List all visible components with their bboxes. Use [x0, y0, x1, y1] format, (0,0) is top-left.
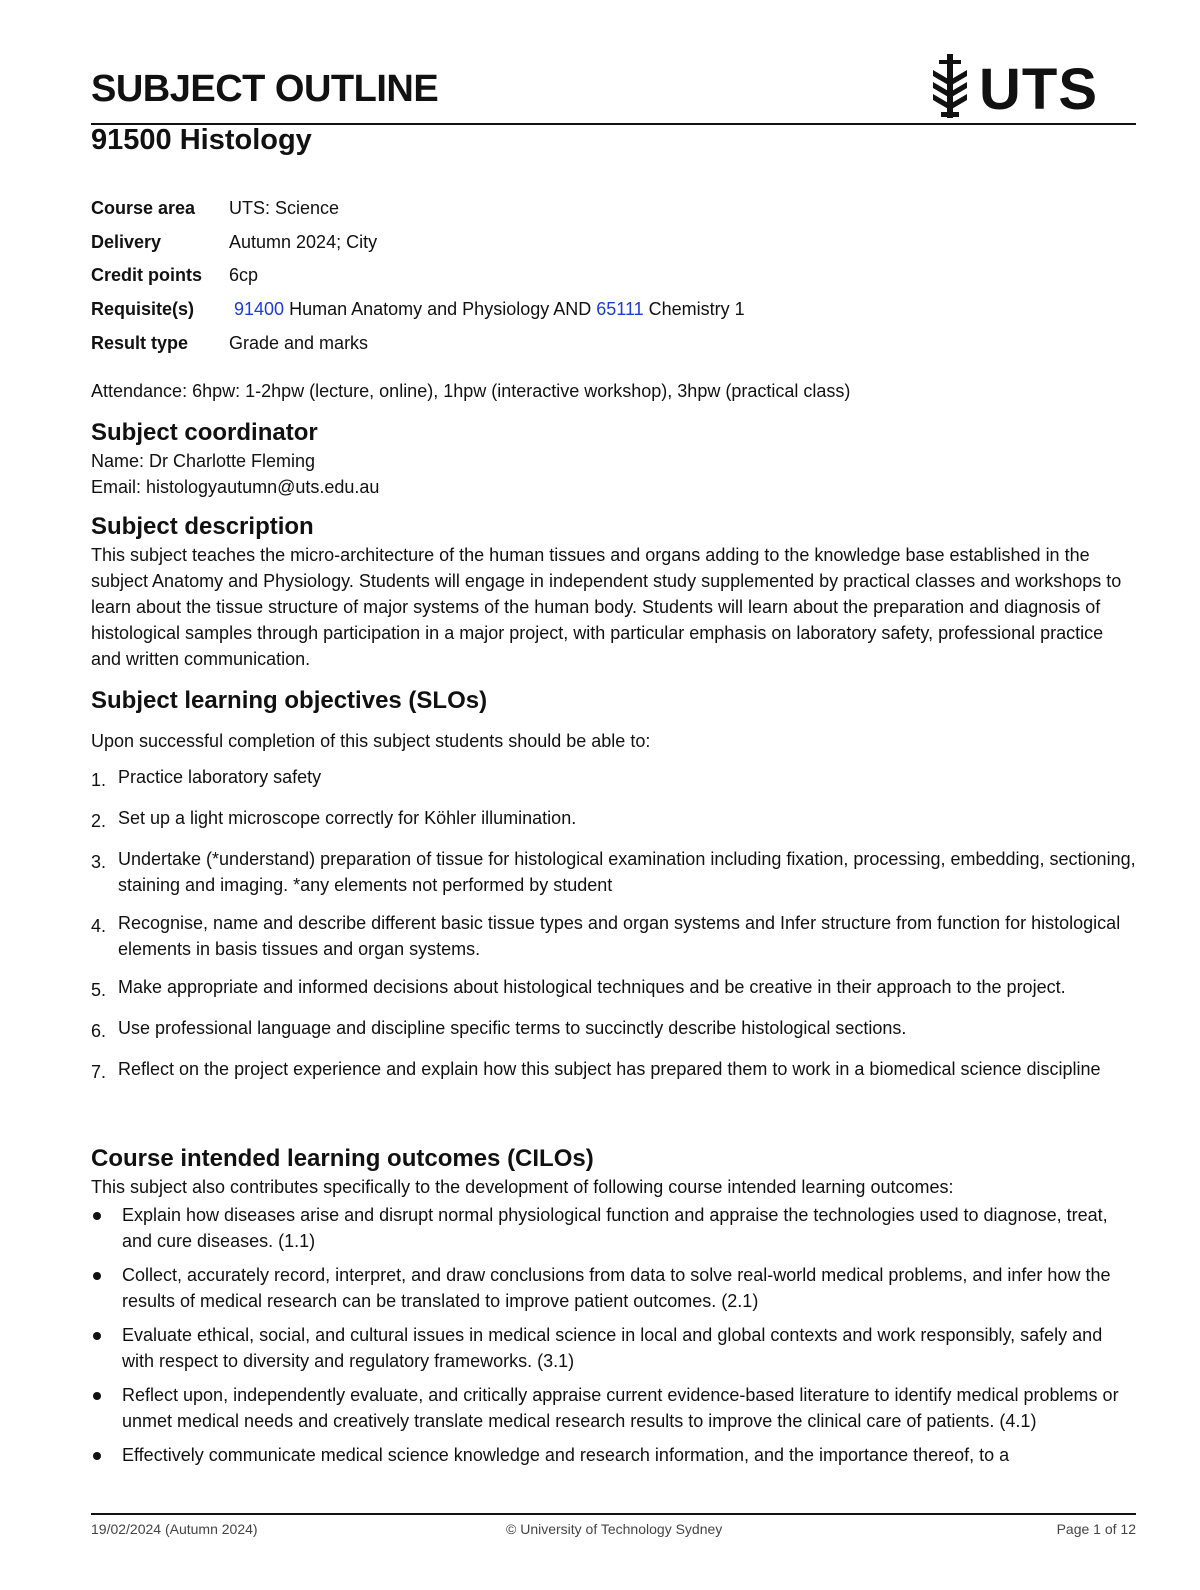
- cilo-heading: Course intended learning outcomes (CILOs): [91, 1145, 594, 1172]
- course-area-label: Course area: [91, 198, 196, 219]
- list-item-text: Evaluate ethical, social, and cultural issues in medical science in local and global contexts and work responsibly, safely and with respect to diversity and regulatory frameworks. (3.1): [122, 1325, 1103, 1371]
- document-page: [91, 0, 1136, 1590]
- credit-label: Credit points: [91, 265, 202, 286]
- detail-row-delivery: [91, 226, 745, 260]
- list-number: 3.: [91, 852, 107, 872]
- description-heading: Subject description: [91, 513, 314, 540]
- list-item-text: Explain how diseases arise and disrupt normal physiological function and appraise the technologies used to diagnose, treat, and cure diseases. (1.1): [122, 1205, 1108, 1251]
- list-item-text: Set up a light microscope correctly for Köhler illumination.: [118, 808, 577, 828]
- list-number: 6.: [91, 1021, 107, 1041]
- list-item-text: Effectively communicate medical science knowledge and research information, and the importance thereof, to a: [122, 1445, 1010, 1465]
- requisite-link-91400[interactable]: 91400: [234, 299, 285, 320]
- footer-copyright: © University of Technology Sydney: [506, 1521, 723, 1537]
- list-number: 1.: [91, 770, 107, 790]
- coordinator-heading: Subject coordinator: [91, 419, 318, 446]
- requisite-text-1: Human Anatomy and Physiology AND: [284, 299, 597, 320]
- bullet-icon: [91, 1322, 122, 1374]
- list-item: [91, 805, 1136, 834]
- list-item: [91, 910, 1136, 962]
- subject-title: 91500 Histology: [91, 124, 312, 156]
- bullet-icon: [91, 1442, 122, 1468]
- list-item-text: Reflect upon, independently evaluate, and critically appraise current evidence-based literature to identify medical problems or unmet medical needs and creatively translate medical research results to improve the clinical care of patients. (4.1): [122, 1385, 1119, 1431]
- result-type-value: Grade and marks: [229, 332, 369, 353]
- detail-row-course-area: [91, 192, 745, 226]
- coordinator-email: Email: histologyautumn@uts.edu.au: [91, 477, 380, 497]
- list-item: [91, 1202, 1136, 1254]
- slo-intro: Upon successful completion of this subject students should be able to:: [91, 731, 651, 751]
- bullet-icon: [91, 1382, 122, 1434]
- footer-rule: [91, 1513, 1136, 1515]
- list-item-text: Practice laboratory safety: [118, 767, 322, 787]
- list-item: [91, 1442, 1136, 1468]
- bullet-icon: [91, 1202, 122, 1254]
- description-section: [91, 512, 1136, 672]
- slo-heading: Subject learning objectives (SLOs): [91, 687, 488, 714]
- delivery-label: Delivery: [91, 231, 162, 252]
- list-number: 2.: [91, 811, 107, 831]
- cilo-list: [91, 1202, 1136, 1468]
- detail-row-result-type: [91, 326, 745, 360]
- list-item: [91, 1056, 1136, 1085]
- footer-date: 19/02/2024 (Autumn 2024): [91, 1521, 258, 1537]
- subject-details: [91, 192, 745, 360]
- credit-value: 6cp: [229, 265, 259, 286]
- list-item: [91, 846, 1136, 898]
- list-item-text: Reflect on the project experience and explain how this subject has prepared them to work in a biomedical science discipline: [118, 1059, 1101, 1079]
- detail-row-requisites: [91, 293, 745, 327]
- document-title: SUBJECT OUTLINE: [91, 68, 439, 110]
- cilo-section: [91, 1144, 1136, 1476]
- requisite-value: [229, 299, 745, 320]
- list-number: 4.: [91, 916, 107, 936]
- uts-logo: [929, 52, 1099, 122]
- result-type-label: Result type: [91, 332, 189, 353]
- requisite-link-65111[interactable]: 65111: [596, 299, 644, 320]
- coordinator-section: [91, 418, 1136, 500]
- list-number: 5.: [91, 980, 107, 1000]
- list-item: [91, 1015, 1136, 1044]
- page-number: Page 1 of 12: [1056, 1521, 1136, 1537]
- delivery-value: Autumn 2024; City: [229, 231, 378, 252]
- course-area-value: UTS: Science: [229, 198, 340, 219]
- coordinator-name: Name: Dr Charlotte Fleming: [91, 451, 316, 471]
- uts-crest-icon: [929, 52, 973, 122]
- list-item-text: Recognise, name and describe different basic tissue types and organ systems and Infer structure from function for histological elements in basis tissues and organ systems.: [118, 913, 1121, 959]
- list-item-text: Collect, accurately record, interpret, and draw conclusions from data to solve real-world medical problems, and infer how the results of medical research can be translated to improve patient outcomes. (2.1): [122, 1265, 1111, 1311]
- list-item-text: Make appropriate and informed decisions about histological techniques and be creative in their approach to the project.: [118, 977, 1066, 997]
- list-number: 7.: [91, 1062, 107, 1082]
- list-item: [91, 764, 1136, 793]
- cilo-intro: This subject also contributes specifically to the development of following course intended learning outcomes:: [91, 1177, 954, 1197]
- list-item-text: Undertake (*understand) preparation of tissue for histological examination including fixation, processing, embedding, sectioning, staining and imaging. *any elements not performed by student: [118, 849, 1136, 895]
- attendance-text: Attendance: 6hpw: 1-2hpw (lecture, online), 1hpw (interactive workshop), 3hpw (practical class): [91, 381, 851, 401]
- requisite-text-2: Chemistry 1: [643, 299, 745, 320]
- list-item: [91, 1382, 1136, 1434]
- description-text: This subject teaches the micro-architecture of the human tissues and organs adding to the knowledge base established in the subject Anatomy and Physiology. Students will engage in independent study supplemented by practical classes and workshops to learn about the tissue structure of major systems of the human body. Students will learn about the preparation and diagnosis of histological samples through participation in a major project, with particular emphasis on laboratory safety, professional practice and written communication.: [91, 545, 1122, 669]
- slo-list: [91, 764, 1136, 1085]
- bullet-icon: [91, 1262, 122, 1314]
- list-item: [91, 1322, 1136, 1374]
- detail-row-credit: [91, 259, 745, 293]
- requisite-label: Requisite(s): [91, 299, 195, 320]
- slo-section: [91, 686, 1136, 1097]
- list-item: [91, 1262, 1136, 1314]
- list-item: [91, 974, 1136, 1003]
- list-item-text: Use professional language and discipline specific terms to succinctly describe histological sections.: [118, 1018, 907, 1038]
- uts-logo-text: UTS: [979, 57, 1098, 122]
